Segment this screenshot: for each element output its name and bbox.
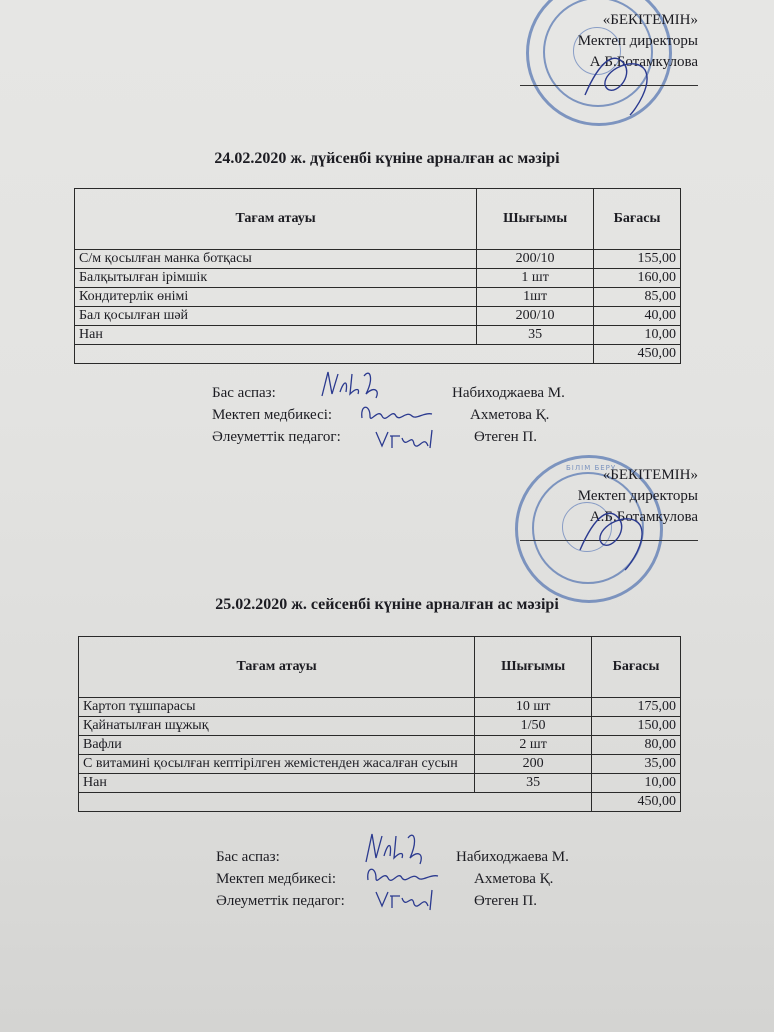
signature-role: Бас аспаз: bbox=[216, 849, 280, 865]
total-price-cell: 450,00 bbox=[594, 345, 681, 364]
yield-cell: 35 bbox=[475, 774, 592, 793]
pedagogue-signature bbox=[372, 884, 442, 918]
dish-cell: Балқытылған ірімшік bbox=[75, 269, 477, 288]
approval-title: «БЕКІТЕМІН» bbox=[602, 12, 698, 28]
table-row bbox=[75, 288, 681, 307]
price-cell: 10,00 bbox=[594, 326, 681, 345]
menu-table bbox=[74, 188, 681, 364]
signature-person: Өтеген П. bbox=[474, 893, 538, 909]
menu-table bbox=[78, 636, 681, 812]
dish-cell: Бал қосылған шәй bbox=[75, 307, 477, 326]
total-price-cell: 450,00 bbox=[592, 793, 681, 812]
price-cell: 155,00 bbox=[594, 250, 681, 269]
chef-signature bbox=[318, 366, 388, 402]
yield-cell: 10 шт bbox=[475, 698, 592, 717]
approval-role: Мектеп директоры bbox=[577, 33, 698, 49]
column-header-yield: Шығымы bbox=[477, 189, 594, 250]
yield-cell: 200/10 bbox=[477, 250, 594, 269]
stamp-text: БІЛІМ БЕРУ bbox=[566, 464, 617, 472]
signature-role: Мектеп медбикесі: bbox=[216, 871, 337, 887]
table-row bbox=[79, 736, 681, 755]
table-row bbox=[75, 250, 681, 269]
approval-name: А.Б.Ботамкулова bbox=[589, 54, 698, 70]
yield-cell: 35 bbox=[477, 326, 594, 345]
table-row bbox=[79, 774, 681, 793]
dish-cell: Картоп тұшпарасы bbox=[79, 698, 475, 717]
signature-person: Набиходжаева М. bbox=[456, 849, 569, 865]
price-cell: 160,00 bbox=[594, 269, 681, 288]
table-row bbox=[79, 755, 681, 774]
table-row bbox=[75, 269, 681, 288]
signature-role: Бас аспаз: bbox=[212, 385, 276, 401]
director-signature bbox=[570, 495, 660, 575]
approval-role: Мектеп директоры bbox=[577, 488, 698, 504]
total-label-cell bbox=[79, 793, 592, 812]
approval-title: «БЕКІТЕМІН» bbox=[602, 467, 698, 483]
menu-heading: 25.02.2020 ж. сейсенбі күніне арналған ас мәзірі bbox=[215, 596, 559, 613]
yield-cell: 200/10 bbox=[477, 307, 594, 326]
table-row bbox=[75, 307, 681, 326]
column-header-dish: Тағам атауы bbox=[79, 637, 475, 698]
column-header-yield: Шығымы bbox=[475, 637, 592, 698]
yield-cell: 200 bbox=[475, 755, 592, 774]
price-cell: 85,00 bbox=[594, 288, 681, 307]
dish-cell: Нан bbox=[75, 326, 477, 345]
signature-person: Набиходжаева М. bbox=[452, 385, 565, 401]
menu-heading: 24.02.2020 ж. дүйсенбі күніне арналған ас мәзірі bbox=[214, 150, 560, 167]
column-header-dish: Тағам атауы bbox=[75, 189, 477, 250]
signature-person: Ахметова Қ. bbox=[474, 871, 554, 887]
total-label-cell bbox=[75, 345, 594, 364]
table-total-row bbox=[79, 793, 681, 812]
column-header-price: Бағасы bbox=[594, 189, 681, 250]
yield-cell: 1 шт bbox=[477, 269, 594, 288]
price-cell: 175,00 bbox=[592, 698, 681, 717]
table-row bbox=[79, 698, 681, 717]
yield-cell: 2 шт bbox=[475, 736, 592, 755]
price-cell: 80,00 bbox=[592, 736, 681, 755]
signature-role: Мектеп медбикесі: bbox=[212, 407, 333, 423]
yield-cell: 1/50 bbox=[475, 717, 592, 736]
column-header-price: Бағасы bbox=[592, 637, 681, 698]
signature-person: Өтеген П. bbox=[474, 429, 538, 445]
dish-cell: С витамині қосылған кептірілген жемістенден жасалған сусын bbox=[79, 755, 475, 774]
dish-cell: Кондитерлік өнімі bbox=[75, 288, 477, 307]
dish-cell: Нан bbox=[79, 774, 475, 793]
signature-role: Әлеуметтік педагог: bbox=[212, 429, 341, 445]
table-total-row bbox=[75, 345, 681, 364]
price-cell: 10,00 bbox=[592, 774, 681, 793]
dish-cell: Вафли bbox=[79, 736, 475, 755]
price-cell: 35,00 bbox=[592, 755, 681, 774]
price-cell: 150,00 bbox=[592, 717, 681, 736]
price-cell: 40,00 bbox=[594, 307, 681, 326]
dish-cell: Қайнатылған шұжық bbox=[79, 717, 475, 736]
table-row bbox=[79, 717, 681, 736]
table-header-row bbox=[79, 637, 681, 698]
table-header-row bbox=[75, 189, 681, 250]
yield-cell: 1шт bbox=[477, 288, 594, 307]
signature-person: Ахметова Қ. bbox=[470, 407, 550, 423]
director-signature bbox=[575, 40, 665, 120]
approval-name: А.Б.Ботамкулова bbox=[589, 509, 698, 525]
table-row bbox=[75, 326, 681, 345]
dish-cell: С/м қосылған манка ботқасы bbox=[75, 250, 477, 269]
signature-role: Әлеуметтік педагог: bbox=[216, 893, 345, 909]
pedagogue-signature bbox=[372, 424, 442, 454]
